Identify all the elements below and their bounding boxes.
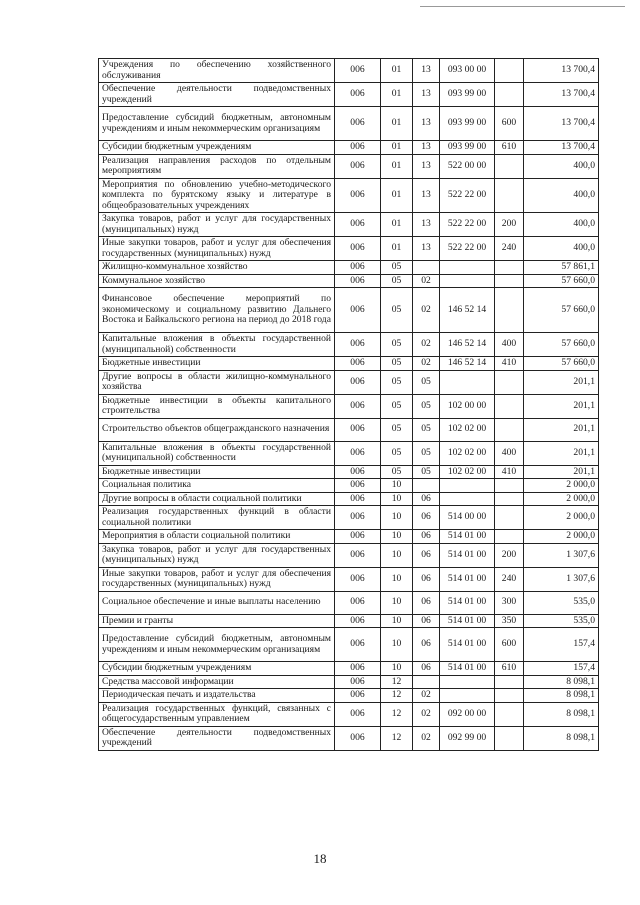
cell-vr	[495, 83, 524, 107]
cell-cs: 522 22 00	[440, 237, 495, 261]
cell-gr: 006	[335, 675, 381, 689]
row-name: Субсидии бюджетным учреждениям	[99, 662, 335, 676]
cell-cs	[440, 274, 495, 288]
cell-sum: 8 098,1	[524, 689, 599, 703]
cell-cs	[440, 675, 495, 689]
cell-gr: 006	[335, 506, 381, 530]
row-name: Мероприятия в области социальной политики	[99, 530, 335, 544]
table-row	[99, 479, 599, 493]
table-row	[99, 492, 599, 506]
cell-gr: 006	[335, 213, 381, 237]
cell-pr: 13	[413, 237, 440, 261]
row-name: Социальное обеспечение и иные выплаты населению	[99, 591, 335, 614]
table-row	[99, 237, 599, 261]
cell-rz: 05	[381, 418, 413, 441]
cell-sum: 157,4	[524, 662, 599, 676]
cell-cs: 522 22 00	[440, 178, 495, 213]
row-name: Другие вопросы в области социальной политики	[99, 492, 335, 506]
cell-cs: 514 01 00	[440, 530, 495, 544]
cell-rz: 10	[381, 492, 413, 506]
cell-pr: 02	[413, 689, 440, 703]
row-name: Субсидии бюджетным учреждениям	[99, 141, 335, 155]
cell-sum: 57 660,0	[524, 333, 599, 357]
cell-vr: 350	[495, 614, 524, 628]
table-row	[99, 274, 599, 288]
cell-vr	[495, 726, 524, 750]
table-row	[99, 689, 599, 703]
cell-gr: 006	[335, 178, 381, 213]
cell-vr: 600	[495, 628, 524, 662]
cell-vr: 600	[495, 107, 524, 141]
table-row	[99, 614, 599, 628]
cell-vr	[495, 530, 524, 544]
cell-rz: 01	[381, 59, 413, 83]
cell-rz: 01	[381, 213, 413, 237]
cell-cs: 514 01 00	[440, 628, 495, 662]
cell-sum: 157,4	[524, 628, 599, 662]
cell-pr: 13	[413, 178, 440, 213]
cell-rz: 12	[381, 675, 413, 689]
cell-pr	[413, 261, 440, 275]
cell-sum: 201,1	[524, 465, 599, 479]
cell-vr: 610	[495, 141, 524, 155]
cell-rz: 01	[381, 141, 413, 155]
row-name: Мероприятия по обновлению учебно-методического комплекта по бурятскому языку и литературе в общеобразовательных учреждениях	[99, 178, 335, 213]
cell-rz: 12	[381, 726, 413, 750]
cell-cs: 146 52 14	[440, 288, 495, 333]
cell-pr: 06	[413, 628, 440, 662]
table-row	[99, 333, 599, 357]
cell-pr: 13	[413, 107, 440, 141]
cell-pr: 13	[413, 59, 440, 83]
cell-pr: 02	[413, 357, 440, 371]
cell-sum: 535,0	[524, 591, 599, 614]
cell-vr	[495, 178, 524, 213]
cell-vr	[495, 506, 524, 530]
cell-gr: 006	[335, 107, 381, 141]
cell-vr	[495, 261, 524, 275]
cell-vr	[495, 479, 524, 493]
cell-gr: 006	[335, 237, 381, 261]
table-row	[99, 418, 599, 441]
cell-vr	[495, 274, 524, 288]
table-row	[99, 567, 599, 591]
cell-cs	[440, 492, 495, 506]
cell-rz: 05	[381, 394, 413, 418]
cell-cs	[440, 261, 495, 275]
row-name: Обеспечение деятельности подведомственных учреждений	[99, 726, 335, 750]
cell-cs: 146 52 14	[440, 357, 495, 371]
cell-rz: 10	[381, 543, 413, 567]
page-number: 18	[313, 851, 327, 866]
cell-pr	[413, 675, 440, 689]
table-row	[99, 107, 599, 141]
cell-rz: 10	[381, 591, 413, 614]
table-row	[99, 591, 599, 614]
row-name: Бюджетные инвестиции	[99, 357, 335, 371]
table-row	[99, 726, 599, 750]
table-row	[99, 288, 599, 333]
table-row	[99, 141, 599, 155]
cell-cs: 522 00 00	[440, 154, 495, 178]
row-name: Средства массовой информации	[99, 675, 335, 689]
row-name: Иные закупки товаров, работ и услуг для обеспечения государственных (муниципальных) нужд	[99, 567, 335, 591]
cell-gr: 006	[335, 543, 381, 567]
cell-pr: 13	[413, 213, 440, 237]
cell-cs: 093 99 00	[440, 83, 495, 107]
cell-cs	[440, 689, 495, 703]
cell-rz: 10	[381, 662, 413, 676]
cell-sum: 1 307,6	[524, 543, 599, 567]
cell-gr: 006	[335, 357, 381, 371]
cell-cs: 146 52 14	[440, 333, 495, 357]
cell-gr: 006	[335, 59, 381, 83]
cell-cs: 102 02 00	[440, 441, 495, 465]
cell-vr: 300	[495, 591, 524, 614]
cell-pr: 02	[413, 702, 440, 726]
cell-gr: 006	[335, 394, 381, 418]
cell-pr: 05	[413, 465, 440, 479]
cell-cs: 514 01 00	[440, 614, 495, 628]
table-row	[99, 702, 599, 726]
row-name: Жилищно-коммунальное хозяйство	[99, 261, 335, 275]
cell-rz: 05	[381, 357, 413, 371]
cell-sum: 8 098,1	[524, 702, 599, 726]
cell-sum: 8 098,1	[524, 726, 599, 750]
cell-rz: 05	[381, 274, 413, 288]
cell-rz: 05	[381, 441, 413, 465]
cell-gr: 006	[335, 83, 381, 107]
row-name: Обеспечение деятельности подведомственных учреждений	[99, 83, 335, 107]
cell-gr: 006	[335, 465, 381, 479]
cell-sum: 400,0	[524, 237, 599, 261]
cell-gr: 006	[335, 418, 381, 441]
cell-vr: 400	[495, 441, 524, 465]
cell-rz: 01	[381, 107, 413, 141]
cell-sum: 13 700,4	[524, 59, 599, 83]
cell-pr: 06	[413, 567, 440, 591]
cell-pr: 13	[413, 154, 440, 178]
row-name: Закупка товаров, работ и услуг для государственных (муниципальных) нужд	[99, 213, 335, 237]
cell-pr: 06	[413, 591, 440, 614]
table-row	[99, 465, 599, 479]
cell-rz: 01	[381, 83, 413, 107]
cell-rz: 05	[381, 333, 413, 357]
cell-gr: 006	[335, 333, 381, 357]
cell-sum: 13 700,4	[524, 83, 599, 107]
cell-gr: 006	[335, 492, 381, 506]
cell-gr: 006	[335, 689, 381, 703]
cell-rz: 10	[381, 614, 413, 628]
cell-rz: 01	[381, 178, 413, 213]
cell-vr	[495, 288, 524, 333]
table-row	[99, 83, 599, 107]
cell-rz: 05	[381, 465, 413, 479]
cell-cs: 093 00 00	[440, 59, 495, 83]
cell-sum: 201,1	[524, 441, 599, 465]
row-name: Реализация государственных функций в области социальной политики	[99, 506, 335, 530]
cell-pr: 05	[413, 441, 440, 465]
cell-gr: 006	[335, 154, 381, 178]
table-row	[99, 543, 599, 567]
cell-pr	[413, 479, 440, 493]
cell-rz: 10	[381, 530, 413, 544]
cell-cs: 514 01 00	[440, 543, 495, 567]
cell-sum: 2 000,0	[524, 492, 599, 506]
cell-sum: 57 660,0	[524, 357, 599, 371]
cell-gr: 006	[335, 662, 381, 676]
cell-vr: 200	[495, 213, 524, 237]
cell-gr: 006	[335, 726, 381, 750]
cell-vr	[495, 370, 524, 394]
table-row	[99, 394, 599, 418]
row-name: Премии и гранты	[99, 614, 335, 628]
cell-gr: 006	[335, 591, 381, 614]
cell-rz: 10	[381, 506, 413, 530]
table-row	[99, 213, 599, 237]
table-row	[99, 506, 599, 530]
cell-rz: 01	[381, 237, 413, 261]
cell-rz: 10	[381, 628, 413, 662]
table-row	[99, 441, 599, 465]
cell-cs: 102 02 00	[440, 418, 495, 441]
cell-pr: 06	[413, 614, 440, 628]
cell-vr	[495, 394, 524, 418]
cell-sum: 2 000,0	[524, 479, 599, 493]
cell-pr: 06	[413, 530, 440, 544]
cell-rz: 05	[381, 288, 413, 333]
cell-sum: 2 000,0	[524, 530, 599, 544]
row-name: Капитальные вложения в объекты государственной (муниципальной) собственности	[99, 333, 335, 357]
table-row	[99, 628, 599, 662]
cell-pr: 06	[413, 543, 440, 567]
cell-cs: 093 99 00	[440, 141, 495, 155]
cell-sum: 400,0	[524, 154, 599, 178]
table-row	[99, 675, 599, 689]
row-name: Предоставление субсидий бюджетным, автономным учреждениям и иным некоммерческим организациям	[99, 628, 335, 662]
table-row	[99, 370, 599, 394]
row-name: Предоставление субсидий бюджетным, автономным учреждениям и иным некоммерческим организациям	[99, 107, 335, 141]
cell-vr	[495, 59, 524, 83]
cell-gr: 006	[335, 370, 381, 394]
cell-cs	[440, 370, 495, 394]
cell-vr: 610	[495, 662, 524, 676]
cell-sum: 1 307,6	[524, 567, 599, 591]
cell-gr: 006	[335, 628, 381, 662]
cell-gr: 006	[335, 141, 381, 155]
cell-sum: 2 000,0	[524, 506, 599, 530]
table-row	[99, 178, 599, 213]
cell-cs: 522 22 00	[440, 213, 495, 237]
cell-sum: 57 660,0	[524, 288, 599, 333]
cell-cs: 514 01 00	[440, 662, 495, 676]
cell-cs: 514 00 00	[440, 506, 495, 530]
cell-vr: 410	[495, 465, 524, 479]
cell-cs: 102 02 00	[440, 465, 495, 479]
cell-rz: 05	[381, 370, 413, 394]
cell-vr	[495, 675, 524, 689]
cell-gr: 006	[335, 567, 381, 591]
cell-cs: 514 01 00	[440, 591, 495, 614]
cell-pr: 02	[413, 274, 440, 288]
cell-rz: 05	[381, 261, 413, 275]
cell-vr: 400	[495, 333, 524, 357]
cell-sum: 535,0	[524, 614, 599, 628]
row-name: Бюджетные инвестиции	[99, 465, 335, 479]
cell-gr: 006	[335, 261, 381, 275]
row-name: Коммунальное хозяйство	[99, 274, 335, 288]
row-name: Периодическая печать и издательства	[99, 689, 335, 703]
table-row	[99, 261, 599, 275]
cell-rz: 01	[381, 154, 413, 178]
cell-vr	[495, 418, 524, 441]
row-name: Другие вопросы в области жилищно-коммунального хозяйства	[99, 370, 335, 394]
row-name: Социальная политика	[99, 479, 335, 493]
table-row	[99, 357, 599, 371]
cell-pr: 05	[413, 370, 440, 394]
row-name: Закупка товаров, работ и услуг для государственных (муниципальных) нужд	[99, 543, 335, 567]
cell-gr: 006	[335, 614, 381, 628]
cell-vr: 200	[495, 543, 524, 567]
budget-table-body	[99, 59, 599, 751]
table-row	[99, 530, 599, 544]
cell-vr: 240	[495, 567, 524, 591]
cell-gr: 006	[335, 288, 381, 333]
header-rule	[420, 6, 625, 7]
cell-pr: 05	[413, 418, 440, 441]
table-row	[99, 662, 599, 676]
cell-sum: 13 700,4	[524, 107, 599, 141]
cell-rz: 12	[381, 702, 413, 726]
cell-pr: 02	[413, 726, 440, 750]
cell-sum: 201,1	[524, 418, 599, 441]
row-name: Иные закупки товаров, работ и услуг для обеспечения государственных (муниципальных) нужд	[99, 237, 335, 261]
cell-cs: 092 99 00	[440, 726, 495, 750]
cell-sum: 57 861,1	[524, 261, 599, 275]
cell-pr: 06	[413, 492, 440, 506]
cell-gr: 006	[335, 530, 381, 544]
cell-pr: 13	[413, 83, 440, 107]
cell-gr: 006	[335, 479, 381, 493]
cell-cs: 093 99 00	[440, 107, 495, 141]
cell-cs	[440, 479, 495, 493]
cell-sum: 400,0	[524, 178, 599, 213]
cell-vr: 410	[495, 357, 524, 371]
cell-cs: 102 00 00	[440, 394, 495, 418]
cell-vr: 240	[495, 237, 524, 261]
cell-pr: 06	[413, 662, 440, 676]
cell-vr	[495, 689, 524, 703]
cell-rz: 12	[381, 689, 413, 703]
cell-pr: 02	[413, 288, 440, 333]
cell-gr: 006	[335, 702, 381, 726]
cell-pr: 06	[413, 506, 440, 530]
row-name: Учреждения по обеспечению хозяйственного обслуживания	[99, 59, 335, 83]
cell-pr: 05	[413, 394, 440, 418]
cell-sum: 201,1	[524, 370, 599, 394]
table-row	[99, 59, 599, 83]
cell-pr: 02	[413, 333, 440, 357]
cell-rz: 10	[381, 479, 413, 493]
cell-rz: 10	[381, 567, 413, 591]
cell-sum: 13 700,4	[524, 141, 599, 155]
cell-vr	[495, 702, 524, 726]
row-name: Строительство объектов общегражданского назначения	[99, 418, 335, 441]
cell-cs: 092 00 00	[440, 702, 495, 726]
cell-sum: 57 660,0	[524, 274, 599, 288]
cell-sum: 400,0	[524, 213, 599, 237]
row-name: Бюджетные инвестиции в объекты капитального строительства	[99, 394, 335, 418]
cell-gr: 006	[335, 441, 381, 465]
cell-gr: 006	[335, 274, 381, 288]
cell-cs: 514 01 00	[440, 567, 495, 591]
cell-vr	[495, 492, 524, 506]
cell-sum: 201,1	[524, 394, 599, 418]
cell-vr	[495, 154, 524, 178]
row-name: Реализация государственных функций, связанных с общегосударственным управлением	[99, 702, 335, 726]
table-row	[99, 154, 599, 178]
budget-table	[98, 58, 599, 751]
row-name: Капитальные вложения в объекты государственной (муниципальной) собственности	[99, 441, 335, 465]
row-name: Реализация направления расходов по отдельным мероприятиям	[99, 154, 335, 178]
cell-pr: 13	[413, 141, 440, 155]
cell-sum: 8 098,1	[524, 675, 599, 689]
row-name: Финансовое обеспечение мероприятий по экономическому и социальному развитию Дальнего Востока и Байкальского региона на период до 2018 года	[99, 288, 335, 333]
